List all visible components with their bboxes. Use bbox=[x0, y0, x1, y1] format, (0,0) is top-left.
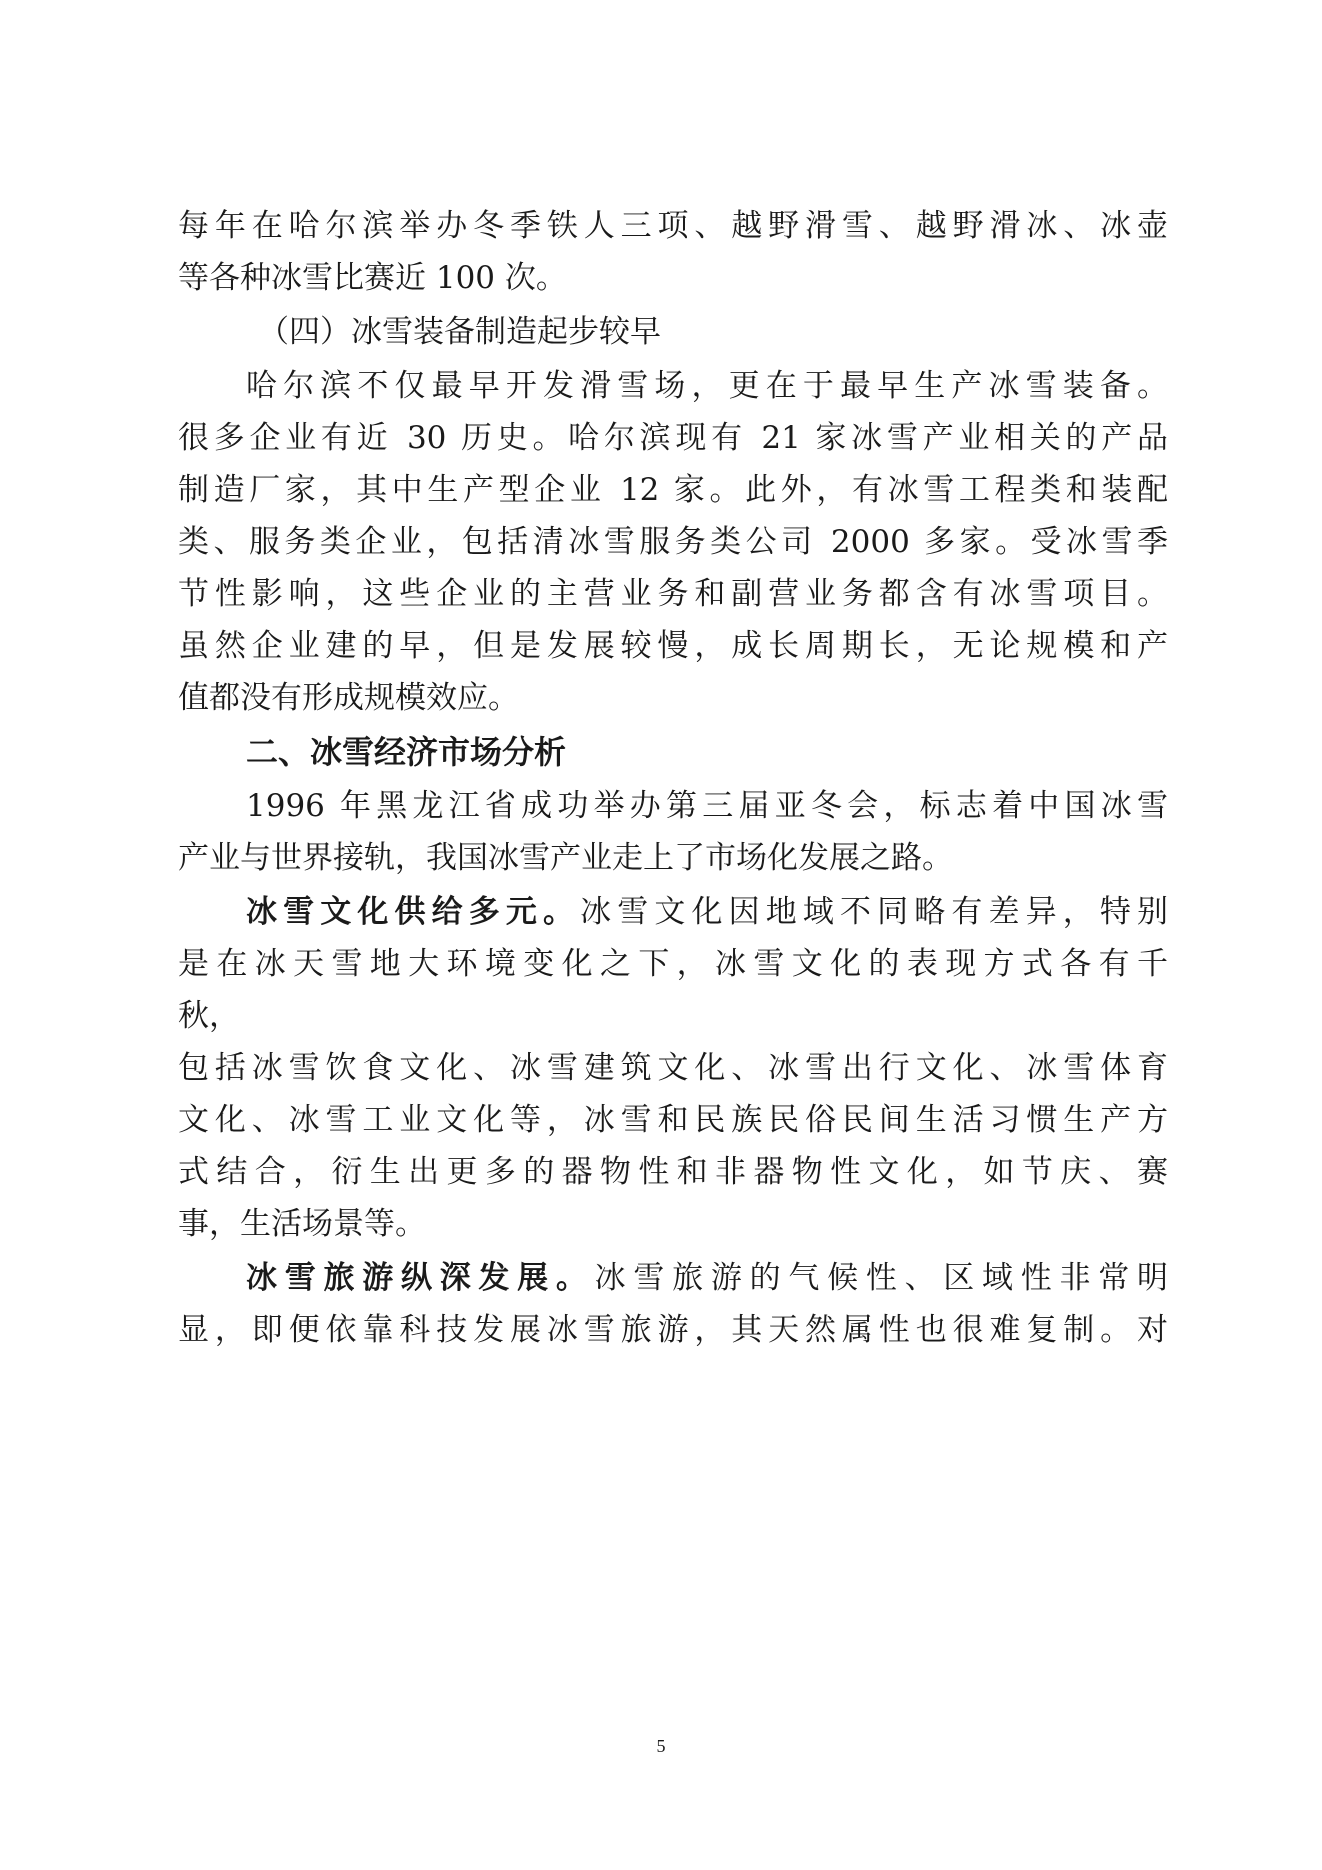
paragraph-line: 是在冰天雪地大环境变化之下，冰雪文化的表现方式各有千 bbox=[178, 946, 1168, 982]
section-heading: 二、冰雪经济市场分析 bbox=[246, 733, 567, 771]
paragraph-text: 冰雪旅游的气候性、区域性非常明 bbox=[594, 1260, 1168, 1296]
section-subheading: （四）冰雪装备制造起步较早 bbox=[258, 314, 661, 350]
paragraph-line: 包括冰雪饮食文化、冰雪建筑文化、冰雪出行文化、冰雪体育 bbox=[178, 1050, 1168, 1086]
paragraph-line: 1996 年黑龙江省成功举办第三届亚冬会，标志着中国冰雪 bbox=[246, 788, 1168, 824]
paragraph-line: 哈尔滨不仅最早开发滑雪场，更在于最早生产冰雪装备。 bbox=[246, 368, 1168, 404]
paragraph-line: 虽然企业建的早，但是发展较慢，成长周期长，无论规模和产 bbox=[178, 628, 1168, 664]
paragraph-lead-bold: 冰雪文化供给多元。 bbox=[246, 894, 581, 930]
paragraph-line: 文化、冰雪工业文化等，冰雪和民族民俗民间生活习惯生产方 bbox=[178, 1102, 1168, 1138]
paragraph-line: 很多企业有近 30 历史。哈尔滨现有 21 家冰雪产业相关的产品 bbox=[178, 420, 1168, 456]
paragraph-line: 节性影响，这些企业的主营业务和副营业务都含有冰雪项目。 bbox=[178, 576, 1168, 612]
paragraph-line: 等各种冰雪比赛近 100 次。 bbox=[178, 260, 567, 296]
paragraph-text: 冰雪文化因地域不同略有差异，特别 bbox=[580, 894, 1168, 930]
paragraph-line bbox=[246, 1258, 1168, 1298]
paragraph-line: 产业与世界接轨，我国冰雪产业走上了市场化发展之路。 bbox=[178, 840, 953, 876]
paragraph-line: 秋， bbox=[178, 998, 240, 1034]
paragraph-line: 类、服务类企业，包括清冰雪服务类公司 2000 多家。受冰雪季 bbox=[178, 524, 1168, 560]
paragraph-line: 制造厂家，其中生产型企业 12 家。此外，有冰雪工程类和装配 bbox=[178, 472, 1168, 508]
paragraph-line: 事，生活场景等。 bbox=[178, 1206, 426, 1242]
paragraph-line: 式结合，衍生出更多的器物性和非器物性文化，如节庆、赛 bbox=[178, 1154, 1168, 1190]
paragraph-line: 值都没有形成规模效应。 bbox=[178, 680, 519, 716]
paragraph-line: 显，即便依靠科技发展冰雪旅游，其天然属性也很难复制。对 bbox=[178, 1312, 1168, 1348]
paragraph-line bbox=[246, 892, 1168, 932]
paragraph-lead-bold: 冰雪旅游纵深发展。 bbox=[246, 1260, 595, 1296]
paragraph-line: 每年在哈尔滨举办冬季铁人三项、越野滑雪、越野滑冰、冰壶 bbox=[178, 208, 1168, 244]
page-number: 5 bbox=[656, 1736, 666, 1756]
